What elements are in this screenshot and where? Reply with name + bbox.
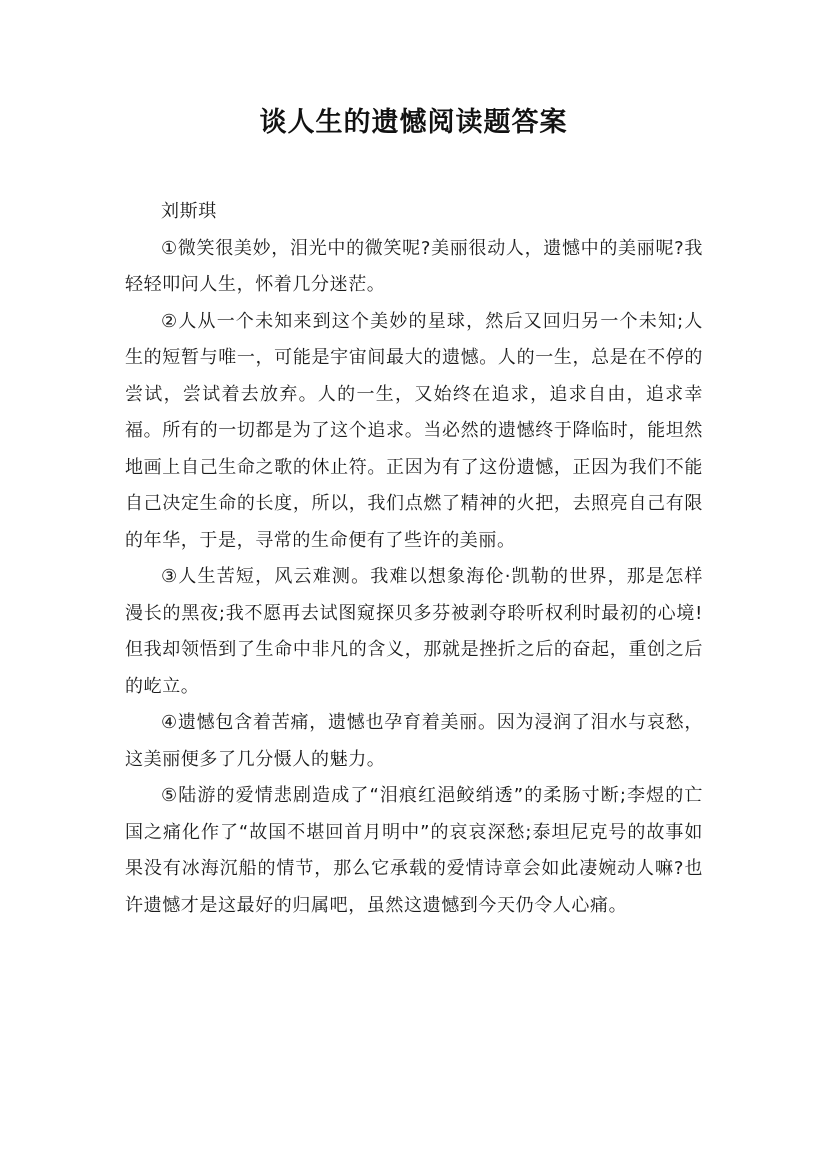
paragraph-1: ①微笑很美妙，泪光中的微笑呢?美丽很动人，遗憾中的美丽呢?我轻轻叩问人生，怀着几分迷茫。 <box>125 237 703 295</box>
paragraph-3: ③人生苦短，风云难测。我难以想象海伦·凯勒的世界，那是怎样漫长的黑夜;我不愿再去试图窥探贝多芬被剥夺聆听权利时最初的心境!但我却领悟到了生命中非凡的含义，那就是挫折之后的奋起，重创之后的屹立。 <box>125 566 703 697</box>
paragraph-5: ⑤陆游的爱情悲剧造成了“泪痕红浥鲛绡透”的柔肠寸断;李煜的亡国之痛化作了“故国不堪回首月明中”的哀哀深愁;泰坦尼克号的故事如果没有冰海沉船的情节，那么它承载的爱情诗章会如此凄婉动人嘛?也许遗憾才是这最好的归属吧，虽然这遗憾到今天仍令人心痛。 <box>125 785 703 916</box>
document-body <box>125 194 703 924</box>
document-title: 谈人生的遗憾阅读题答案 <box>259 107 568 138</box>
paragraph-4: ④遗憾包含着苦痛，遗憾也孕育着美丽。因为浸润了泪水与哀愁，这美丽便多了几分慑人的魅力。 <box>125 712 703 770</box>
paragraph-2: ②人从一个未知来到这个美妙的星球，然后又回归另一个未知;人生的短暂与唯一，可能是宇宙间最大的遗憾。人的一生，总是在不停的尝试，尝试着去放弃。人的一生，又始终在追求，追求自由，追求幸福。所有的一切都是为了这个追求。当必然的遗憾终于降临时，能坦然地画上自己生命之歌的休止符。正因为有了这份遗憾，正因为我们不能自己决定生命的长度，所以，我们点燃了精神的火把，去照亮自己有限的年华，于是，寻常的生命便有了些许的美丽。 <box>125 310 703 551</box>
author-name: 刘斯琪 <box>161 201 217 222</box>
